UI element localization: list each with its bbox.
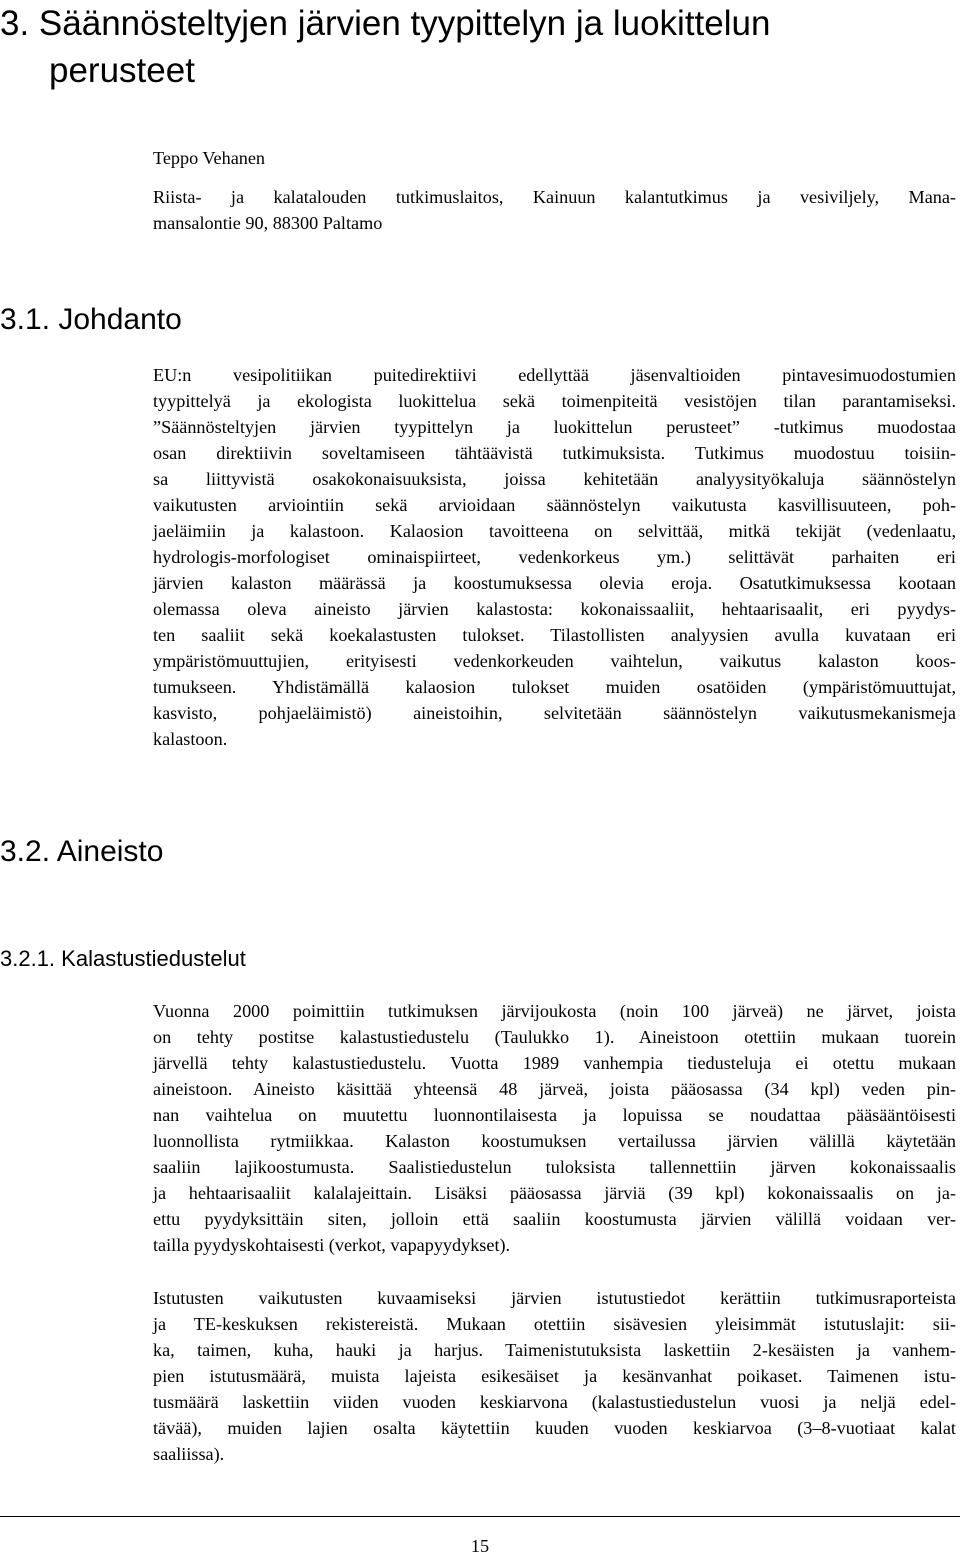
paragraph-line: jaeläimiin ja kalastoon. Kalaosion tavoitteena on selvittää, mitkä tekijät (vedenlaatu, [153, 521, 956, 541]
kalastustiedustelut-paragraph-1 [153, 998, 956, 1258]
paragraph-line: Istutusten vaikutusten kuvaamiseksi järvien istutustiedot kerättiin tutkimusraporteista [153, 1288, 956, 1308]
paragraph-line: EU:n vesipolitiikan puitedirektiivi edellyttää jäsenvaltioiden pintavesimuodostumien [153, 365, 956, 385]
paragraph-line: tailla pyydyskohtaisesti (verkot, vapapyydykset). [153, 1235, 511, 1255]
affiliation-line-2: mansalontie 90, 88300 Paltamo [153, 213, 383, 233]
section-title-aineisto: 3.2. Aineisto [0, 835, 164, 868]
author-affiliation [153, 184, 956, 236]
paragraph-line: nan vaihtelua on muutettu luonnontilaisesta ja lopuissa se noudattaa pääsääntöisesti [153, 1105, 956, 1125]
paragraph-line: sa liittyvistä osakokonaisuuksista, joissa kehitetään analyysityökaluja säännöstelyn [153, 469, 956, 489]
johdanto-paragraph [153, 362, 956, 752]
chapter-heading-line-1: 3. Säännösteltyjen järvien tyypittelyn ja luokittelun [0, 4, 771, 43]
paragraph-line: osan direktiivin soveltamiseen tähtäävistä tutkimuksista. Tutkimus muodostuu toisiin- [153, 443, 956, 463]
affiliation-line-1: Riista- ja kalatalouden tutkimuslaitos, Kainuun kalantutkimus ja vesiviljely, Mana- [153, 187, 956, 207]
paragraph-line: aineistoon. Aineisto käsittää yhteensä 48 järveä, joista pääosassa (34 kpl) veden pin- [153, 1079, 956, 1099]
paragraph-line: ka, taimen, kuha, hauki ja harjus. Taimenistutuksista laskettiin 2-kesäisten ja vanhem- [153, 1340, 956, 1360]
chapter-heading [0, 0, 960, 94]
paragraph-line: vaikutusten arviointiin sekä arvioidaan säännöstelyn vaikutusta kasvillisuuteen, poh- [153, 495, 956, 515]
paragraph-line: kalastoon. [153, 729, 228, 749]
paragraph-line: ettu pyydyksittäin siten, jolloin että saaliin koostumusta järvien välillä voidaan ver- [153, 1209, 956, 1229]
paragraph-line: ja hehtaarisaaliit kalalajeittain. Lisäksi pääosassa järviä (39 kpl) kokonaissaalis on ja- [153, 1183, 956, 1203]
paragraph-line: järvellä tehty kalastustiedustelu. Vuotta 1989 vanhempia tiedusteluja ei otettu mukaan [153, 1053, 956, 1073]
paragraph-line: ”Säännösteltyjen järvien tyypittelyn ja luokittelun perusteet” -tutkimus muodostaa [153, 417, 956, 437]
page-number: 15 [470, 1536, 490, 1556]
paragraph-line: kasvisto, pohjaeläimistö) aineistoihin, selvitetään säännöstelyn vaikutusmekanismeja [153, 703, 956, 723]
footer-divider [0, 1516, 960, 1517]
chapter-heading-line-2: perusteet [49, 51, 195, 90]
paragraph-line: ja TE-keskuksen rekistereistä. Mukaan otettiin sisävesien yleisimmät istutuslajit: sii- [153, 1314, 956, 1334]
kalastustiedustelut-paragraph-2 [153, 1285, 956, 1467]
paragraph-line: olemassa oleva aineisto järvien kalastosta: kokonaissaaliit, hehtaarisaalit, eri pyydys- [153, 599, 956, 619]
paragraph-line: ten saaliit sekä koekalastusten tulokset. Tilastollisten analyysien avulla kuvataan eri [153, 625, 956, 645]
paragraph-line: ympäristömuuttujien, erityisesti vedenkorkeuden vaihtelun, vaikutus kalaston koos- [153, 651, 956, 671]
paragraph-line: saaliin lajikoostumusta. Saalistiedustelun tuloksista tallennettiin järven kokonaissaalis [153, 1157, 956, 1177]
section-title-johdanto: 3.1. Johdanto [0, 303, 182, 336]
paragraph-line: tyypittelyä ja ekologista luokittelua sekä toimenpiteitä vesistöjen tilan parantamiseksi. [153, 391, 956, 411]
paragraph-line: tumukseen. Yhdistämällä kalaosion tulokset muiden osatöiden (ympäristömuuttujat, [153, 677, 956, 697]
paragraph-line: tusmäärä laskettiin viiden vuoden keskiarvona (kalastustiedustelun vuosi ja neljä edel- [153, 1392, 956, 1412]
paragraph-line: on tehty postitse kalastustiedustelu (Taulukko 1). Aineistoon otettiin mukaan tuorein [153, 1027, 956, 1047]
paragraph-line: hydrologis-morfologiset ominaispiirteet, vedenkorkeus ym.) selittävät parhaiten eri [153, 547, 956, 567]
author-name: Teppo Vehanen [153, 148, 266, 168]
paragraph-line: Vuonna 2000 poimittiin tutkimuksen järvijoukosta (noin 100 järveä) ne järvet, joista [153, 1001, 956, 1021]
paragraph-line: järvien kalaston määrässä ja koostumuksessa olevia eroja. Osatutkimuksessa kootaan [153, 573, 956, 593]
paragraph-line: luonnollista rytmiikkaa. Kalaston koostumuksen vertailussa järvien välillä käytetään [153, 1131, 956, 1151]
paragraph-line: tävää), muiden lajien osalta käytettiin kuuden vuoden keskiarvoa (3–8-vuotiaat kalat [153, 1418, 956, 1438]
subsection-title-kalastustiedustelut: 3.2.1. Kalastustiedustelut [0, 946, 246, 971]
paragraph-line: saaliissa). [153, 1444, 225, 1464]
paragraph-line: pien istutusmäärä, muista lajeista esikesäiset ja kesänvanhat poikaset. Taimenen istu- [153, 1366, 956, 1386]
